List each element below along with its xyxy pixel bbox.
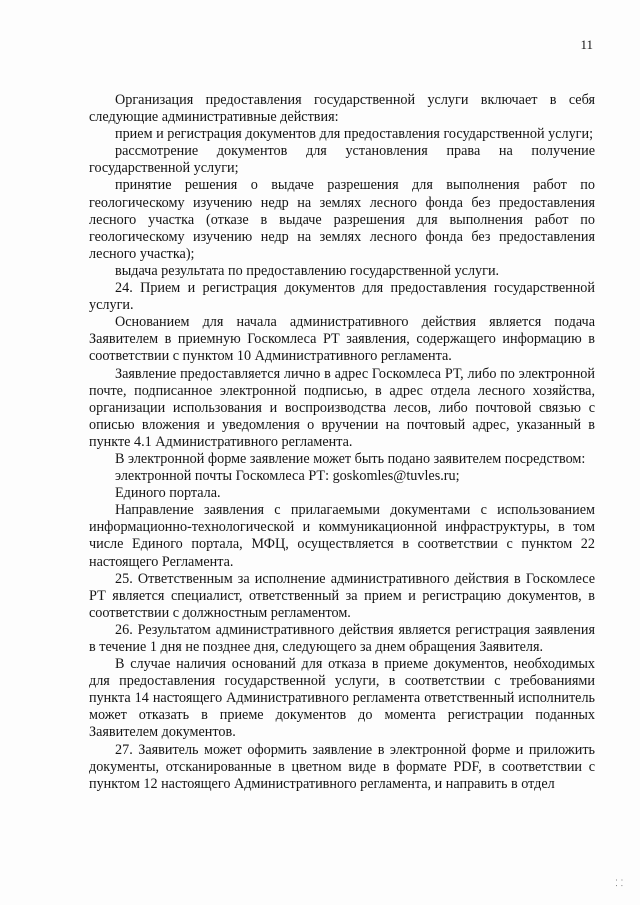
paragraph-submission: Заявление предоставляется лично в адрес Госкомлеса РТ, либо по электронной почте, подписанное электронной подписью, в адрес отдела лесного хозяйства, организации использования и воспроизводства лесов, либо почтовой связью с описью вложения и уведомления о вручении на почтовый адрес, указанный в пункте 4.1 Административного регламента.: [89, 365, 595, 450]
paragraph-refusal: В случае наличия оснований для отказа в приеме документов, необходимых для предоставления государственной услуги, в соответствии с требованиями пункта 14 настоящего Административного регламента ответственный исполнитель может отказать в приеме документов до момента регистрации поданных Заявителем документов.: [89, 656, 595, 741]
list-item-reception: прием и регистрация документов для предоставления государственной услуги;: [115, 126, 594, 143]
list-item-decision: принятие решения о выдаче разрешения для выполнения работ по геологическому изучению недр на землях лесного фонда без предоставления лесного участка (отказе в выдаче разрешения для выполнения работ по геологическому изучению недр на землях лесного фонда без предоставления лесного участка);: [89, 177, 595, 262]
section-26-paragraph: 26. Результатом административного действия является регистрация заявления в течение 1 дня не позднее дня, следующего за днем обращения Заявителя.: [89, 621, 595, 655]
paragraph-direction: Направление заявления с прилагаемыми документами с использованием информационно-технологической и коммуникационной инфраструктуры, в том числе Единого портала, МФЦ, осуществляется в соответствии с пунктом 22 настоящего Регламента.: [89, 502, 595, 570]
list-item-portal: Единого портала.: [115, 485, 221, 502]
section-25-paragraph: 25. Ответственным за исполнение административного действия в Госкомлесе РТ является специалист, ответственный за прием и регистрацию документов, в соответствии с должностным регламентом.: [89, 570, 595, 621]
section-24-heading: 24. Прием и регистрация документов для предоставления государственной услуги.: [89, 280, 595, 314]
page-number: 11: [580, 37, 593, 52]
section-27-paragraph: 27. Заявитель может оформить заявление в электронной форме и приложить документы, отсканированные в цветном виде в формате PDF, в соответствии с пунктом 12 настоящего Административного регламента, и направить в отдел: [89, 741, 595, 792]
list-item-issuance: выдача результата по предоставлению государственной услуги.: [115, 262, 500, 279]
scan-artifact-mark: ⸬: [615, 878, 624, 888]
list-item-review: рассмотрение документов для установления права на получение государственной услуги;: [89, 143, 595, 177]
paragraph-grounds: Основанием для начала административного действия является подача Заявителем в приемную Госкомлеса РТ заявления, содержащего информацию в соответствии с пунктом 10 Административного регламента.: [89, 314, 595, 365]
paragraph-electronic-form: В электронной форме заявление может быть подано заявителем посредством:: [115, 450, 586, 467]
document-body: [89, 92, 595, 793]
list-item-email: электронной почты Госкомлеса РТ: goskomles@tuvles.ru;: [115, 468, 460, 485]
paragraph-intro: Организация предоставления государственной услуги включает в себя следующие административные действия:: [89, 92, 595, 126]
